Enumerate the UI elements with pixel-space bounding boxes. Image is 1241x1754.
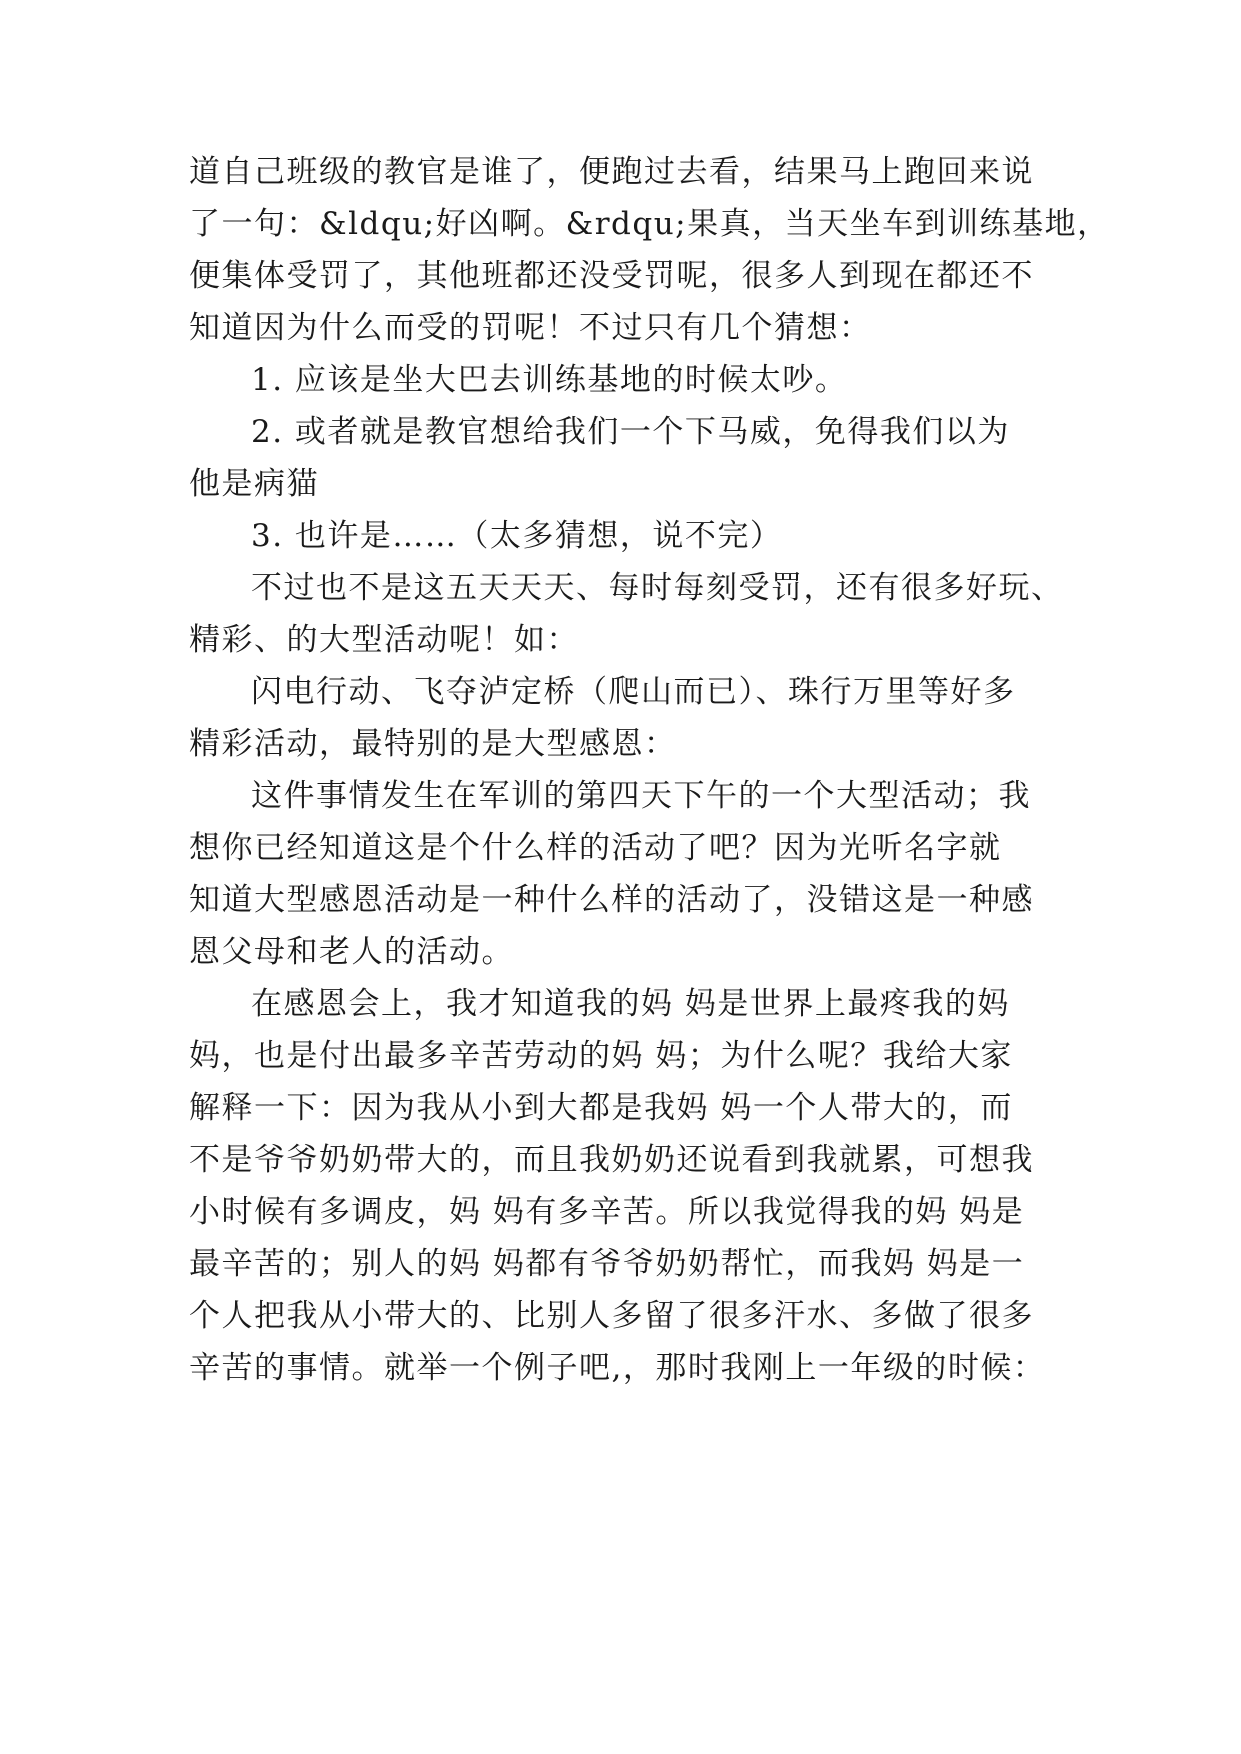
paragraph-line: 最辛苦的；别人的妈 妈都有爷爷奶奶帮忙，而我妈 妈是一	[189, 1246, 1025, 1282]
paragraph-line: 不是爷爷奶奶带大的，而且我奶奶还说看到我就累，可想我	[189, 1142, 1034, 1178]
list-item-2: 2. 或者就是教官想给我们一个下马威，免得我们以为	[251, 414, 1010, 450]
paragraph-line: 闪电行动、飞夺泸定桥（爬山而已）、珠行万里等好多	[251, 674, 1016, 710]
paragraph-line: 辛苦的事情。就举一个例子吧,，那时我刚上一年级的时候：	[189, 1350, 1046, 1386]
paragraph-line: 知道大型感恩活动是一种什么样的活动了，没错这是一种感	[189, 882, 1034, 918]
paragraph-line: 想你已经知道这是个什么样的活动了吧？因为光听名字就	[189, 830, 1002, 866]
paragraph-line: 便集体受罚了，其他班都还没受罚呢，很多人到现在都还不	[189, 258, 1034, 294]
paragraph-line: 小时候有多调皮，妈 妈有多辛苦。所以我觉得我的妈 妈是	[189, 1194, 1025, 1230]
paragraph-line: 解释一下：因为我从小到大都是我妈 妈一个人带大的，而	[189, 1090, 1013, 1126]
paragraph-line: 知道因为什么而受的罚呢！不过只有几个猜想：	[189, 310, 872, 346]
paragraph-line: 在感恩会上，我才知道我的妈 妈是世界上最疼我的妈	[251, 986, 1010, 1022]
paragraph-line: 精彩、的大型活动呢！如：	[189, 622, 579, 658]
paragraph-line: 精彩活动，最特别的是大型感恩：	[189, 726, 677, 762]
paragraph-line: 不过也不是这五天天天、每时每刻受罚，还有很多好玩、	[251, 570, 1064, 606]
paragraph-line: 恩父母和老人的活动。	[189, 934, 514, 970]
paragraph-line: 这件事情发生在军训的第四天下午的一个大型活动；我	[251, 778, 1031, 814]
paragraph-line: 个人把我从小带大的、比别人多留了很多汗水、多做了很多	[189, 1298, 1034, 1334]
list-item-1: 1. 应该是坐大巴去训练基地的时候太吵。	[251, 362, 848, 398]
paragraph-line: 道自己班级的教官是谁了，便跑过去看，结果马上跑回来说	[189, 154, 1034, 190]
list-item-3: 3. 也许是……（太多猜想，说不完）	[251, 518, 783, 554]
paragraph-line: 他是病猫	[189, 466, 319, 502]
paragraph-line: 了一句：&ldqu;好凶啊。&rdqu;果真，当天坐车到训练基地，	[189, 206, 1110, 242]
paragraph-line: 妈，也是付出最多辛苦劳动的妈 妈；为什么呢？我给大家	[189, 1038, 1013, 1074]
